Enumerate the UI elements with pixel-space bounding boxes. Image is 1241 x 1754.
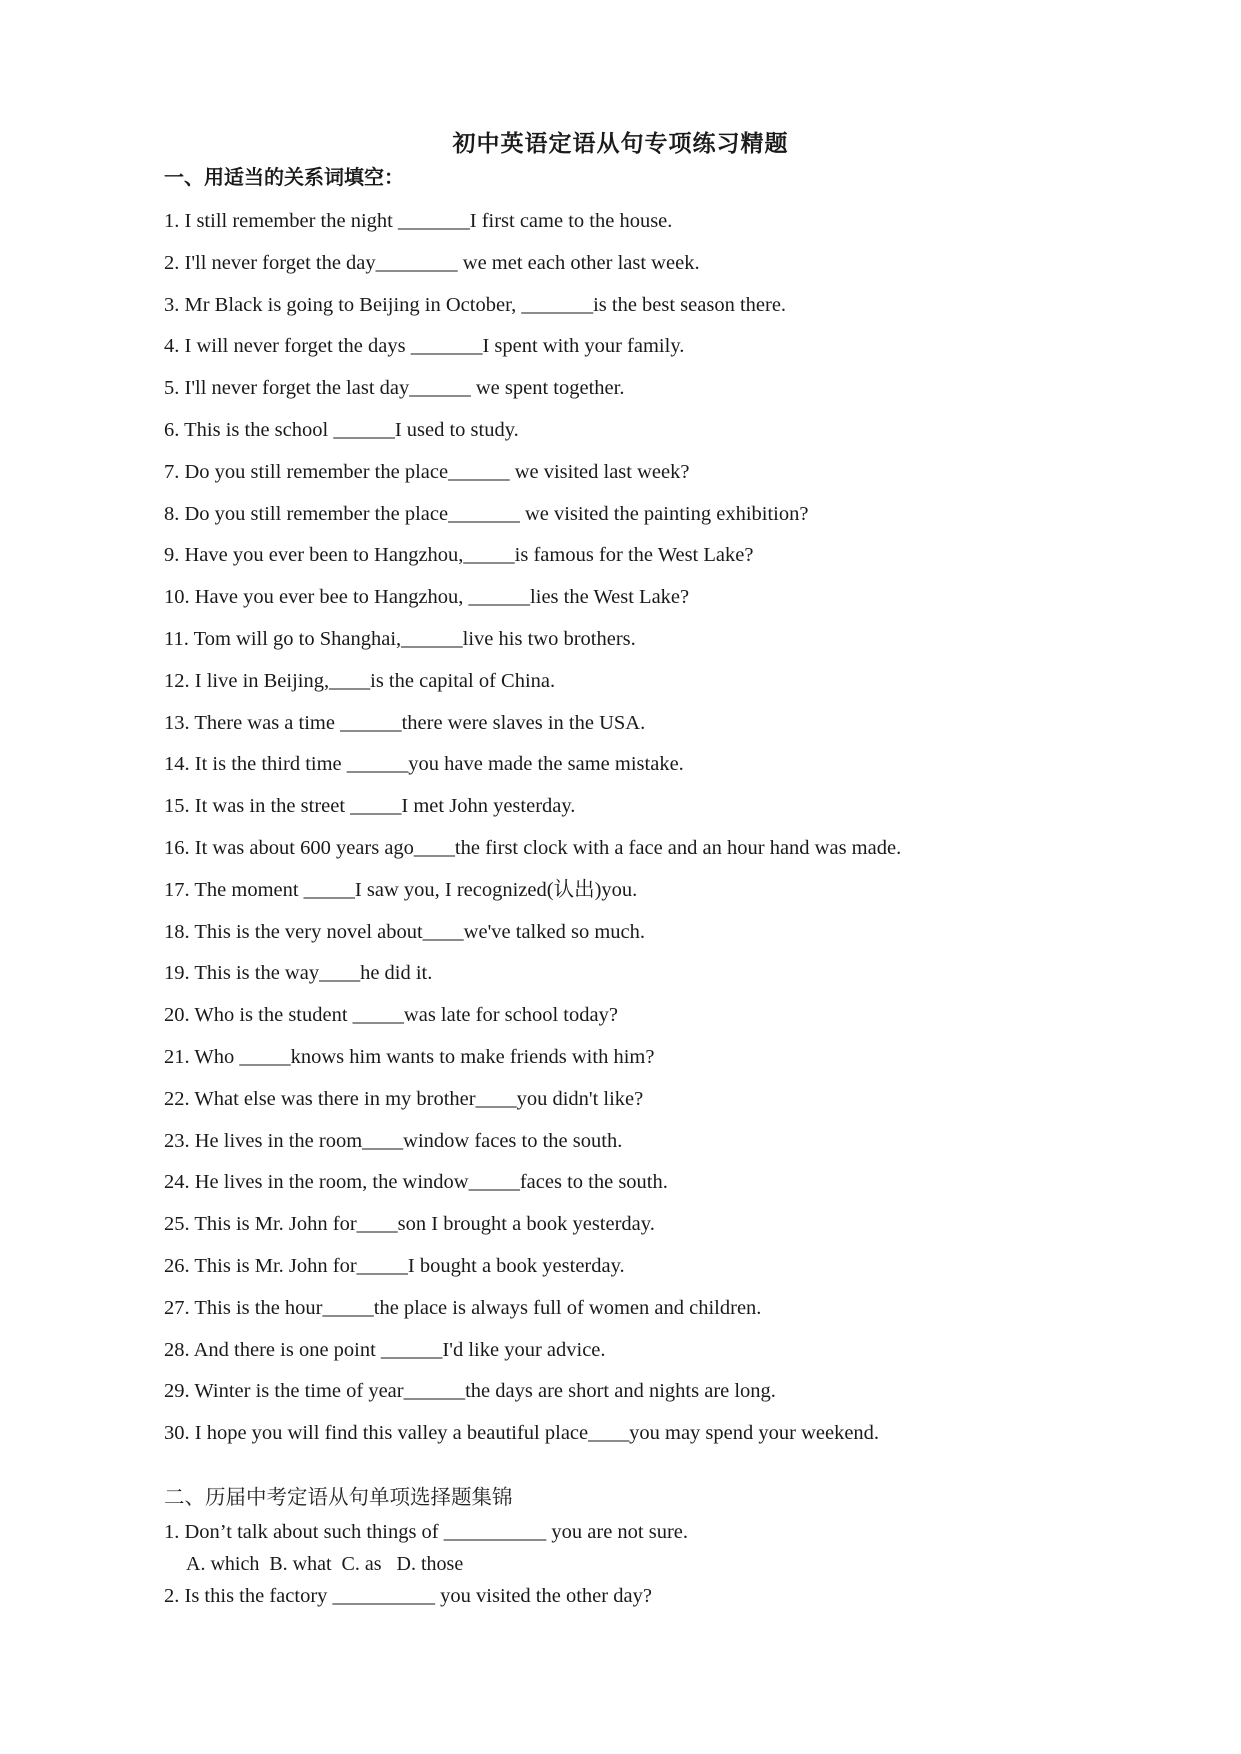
page-title: 初中英语定语从句专项练习精题	[452, 131, 789, 156]
question-25: 25. This is Mr. John for____son I brought a book yesterday.	[164, 1213, 655, 1236]
question-11: 11. Tom will go to Shanghai,______live his two brothers.	[164, 627, 636, 650]
section2-heading: 二、历届中考定语从句单项选择题集锦	[164, 1487, 513, 1509]
question-23: 23. He lives in the room____window faces to the south.	[164, 1129, 623, 1152]
question-8: 8. Do you still remember the place_______ we visited the painting exhibition?	[164, 502, 809, 525]
question-19: 19. This is the way____he did it.	[164, 962, 433, 985]
question-10: 10. Have you ever bee to Hangzhou, ______lies the West Lake?	[164, 586, 690, 609]
question-13: 13. There was a time ______there were slaves in the USA.	[164, 711, 646, 734]
question-30: 30. I hope you will find this valley a beautiful place____you may spend your weekend.	[164, 1422, 880, 1445]
question-9: 9. Have you ever been to Hangzhou,_____is famous for the West Lake?	[164, 544, 754, 567]
mc-question-1: 1. Don’t talk about such things of __________ you are not sure.	[164, 1521, 689, 1543]
question-22: 22. What else was there in my brother____you didn't like?	[164, 1087, 644, 1110]
question-17: 17. The moment _____I saw you, I recognized(认出)you.	[164, 878, 638, 901]
question-14: 14. It is the third time ______you have made the same mistake.	[164, 753, 684, 776]
question-7: 7. Do you still remember the place______ we visited last week?	[164, 460, 690, 483]
question-20: 20. Who is the student _____was late for school today?	[164, 1004, 618, 1027]
mc-question-2: 2. Is this the factory __________ you visited the other day?	[164, 1585, 652, 1607]
fill-in-question-list	[164, 204, 1164, 1458]
question-1: 1. I still remember the night _______I first came to the house.	[164, 210, 673, 232]
mc-question-1-options: A. which B. what C. as D. those	[186, 1553, 464, 1575]
question-12: 12. I live in Beijing,____is the capital of China.	[164, 669, 556, 692]
question-3: 3. Mr Black is going to Beijing in October, _______is the best season there.	[164, 293, 787, 316]
question-5: 5. I'll never forget the last day______ we spent together.	[164, 377, 625, 400]
question-16: 16. It was about 600 years ago____the first clock with a face and an hour hand was made.	[164, 836, 902, 859]
question-28: 28. And there is one point ______I'd like your advice.	[164, 1338, 606, 1361]
question-2: 2. I'll never forget the day________ we met each other last week.	[164, 251, 700, 274]
question-21: 21. Who _____knows him wants to make friends with him?	[164, 1045, 655, 1068]
section2	[164, 1482, 1164, 1612]
section1-heading: 一、用适当的关系词填空：	[164, 167, 404, 189]
question-4: 4. I will never forget the days _______I spent with your family.	[164, 335, 685, 358]
question-29: 29. Winter is the time of year______the days are short and nights are long.	[164, 1380, 776, 1403]
question-15: 15. It was in the street _____I met John yesterday.	[164, 795, 576, 818]
question-27: 27. This is the hour_____the place is always full of women and children.	[164, 1296, 762, 1319]
question-6: 6. This is the school ______I used to study.	[164, 418, 519, 441]
question-26: 26. This is Mr. John for_____I bought a book yesterday.	[164, 1254, 625, 1277]
question-24: 24. He lives in the room, the window_____faces to the south.	[164, 1171, 668, 1194]
question-18: 18. This is the very novel about____we've talked so much.	[164, 920, 645, 943]
